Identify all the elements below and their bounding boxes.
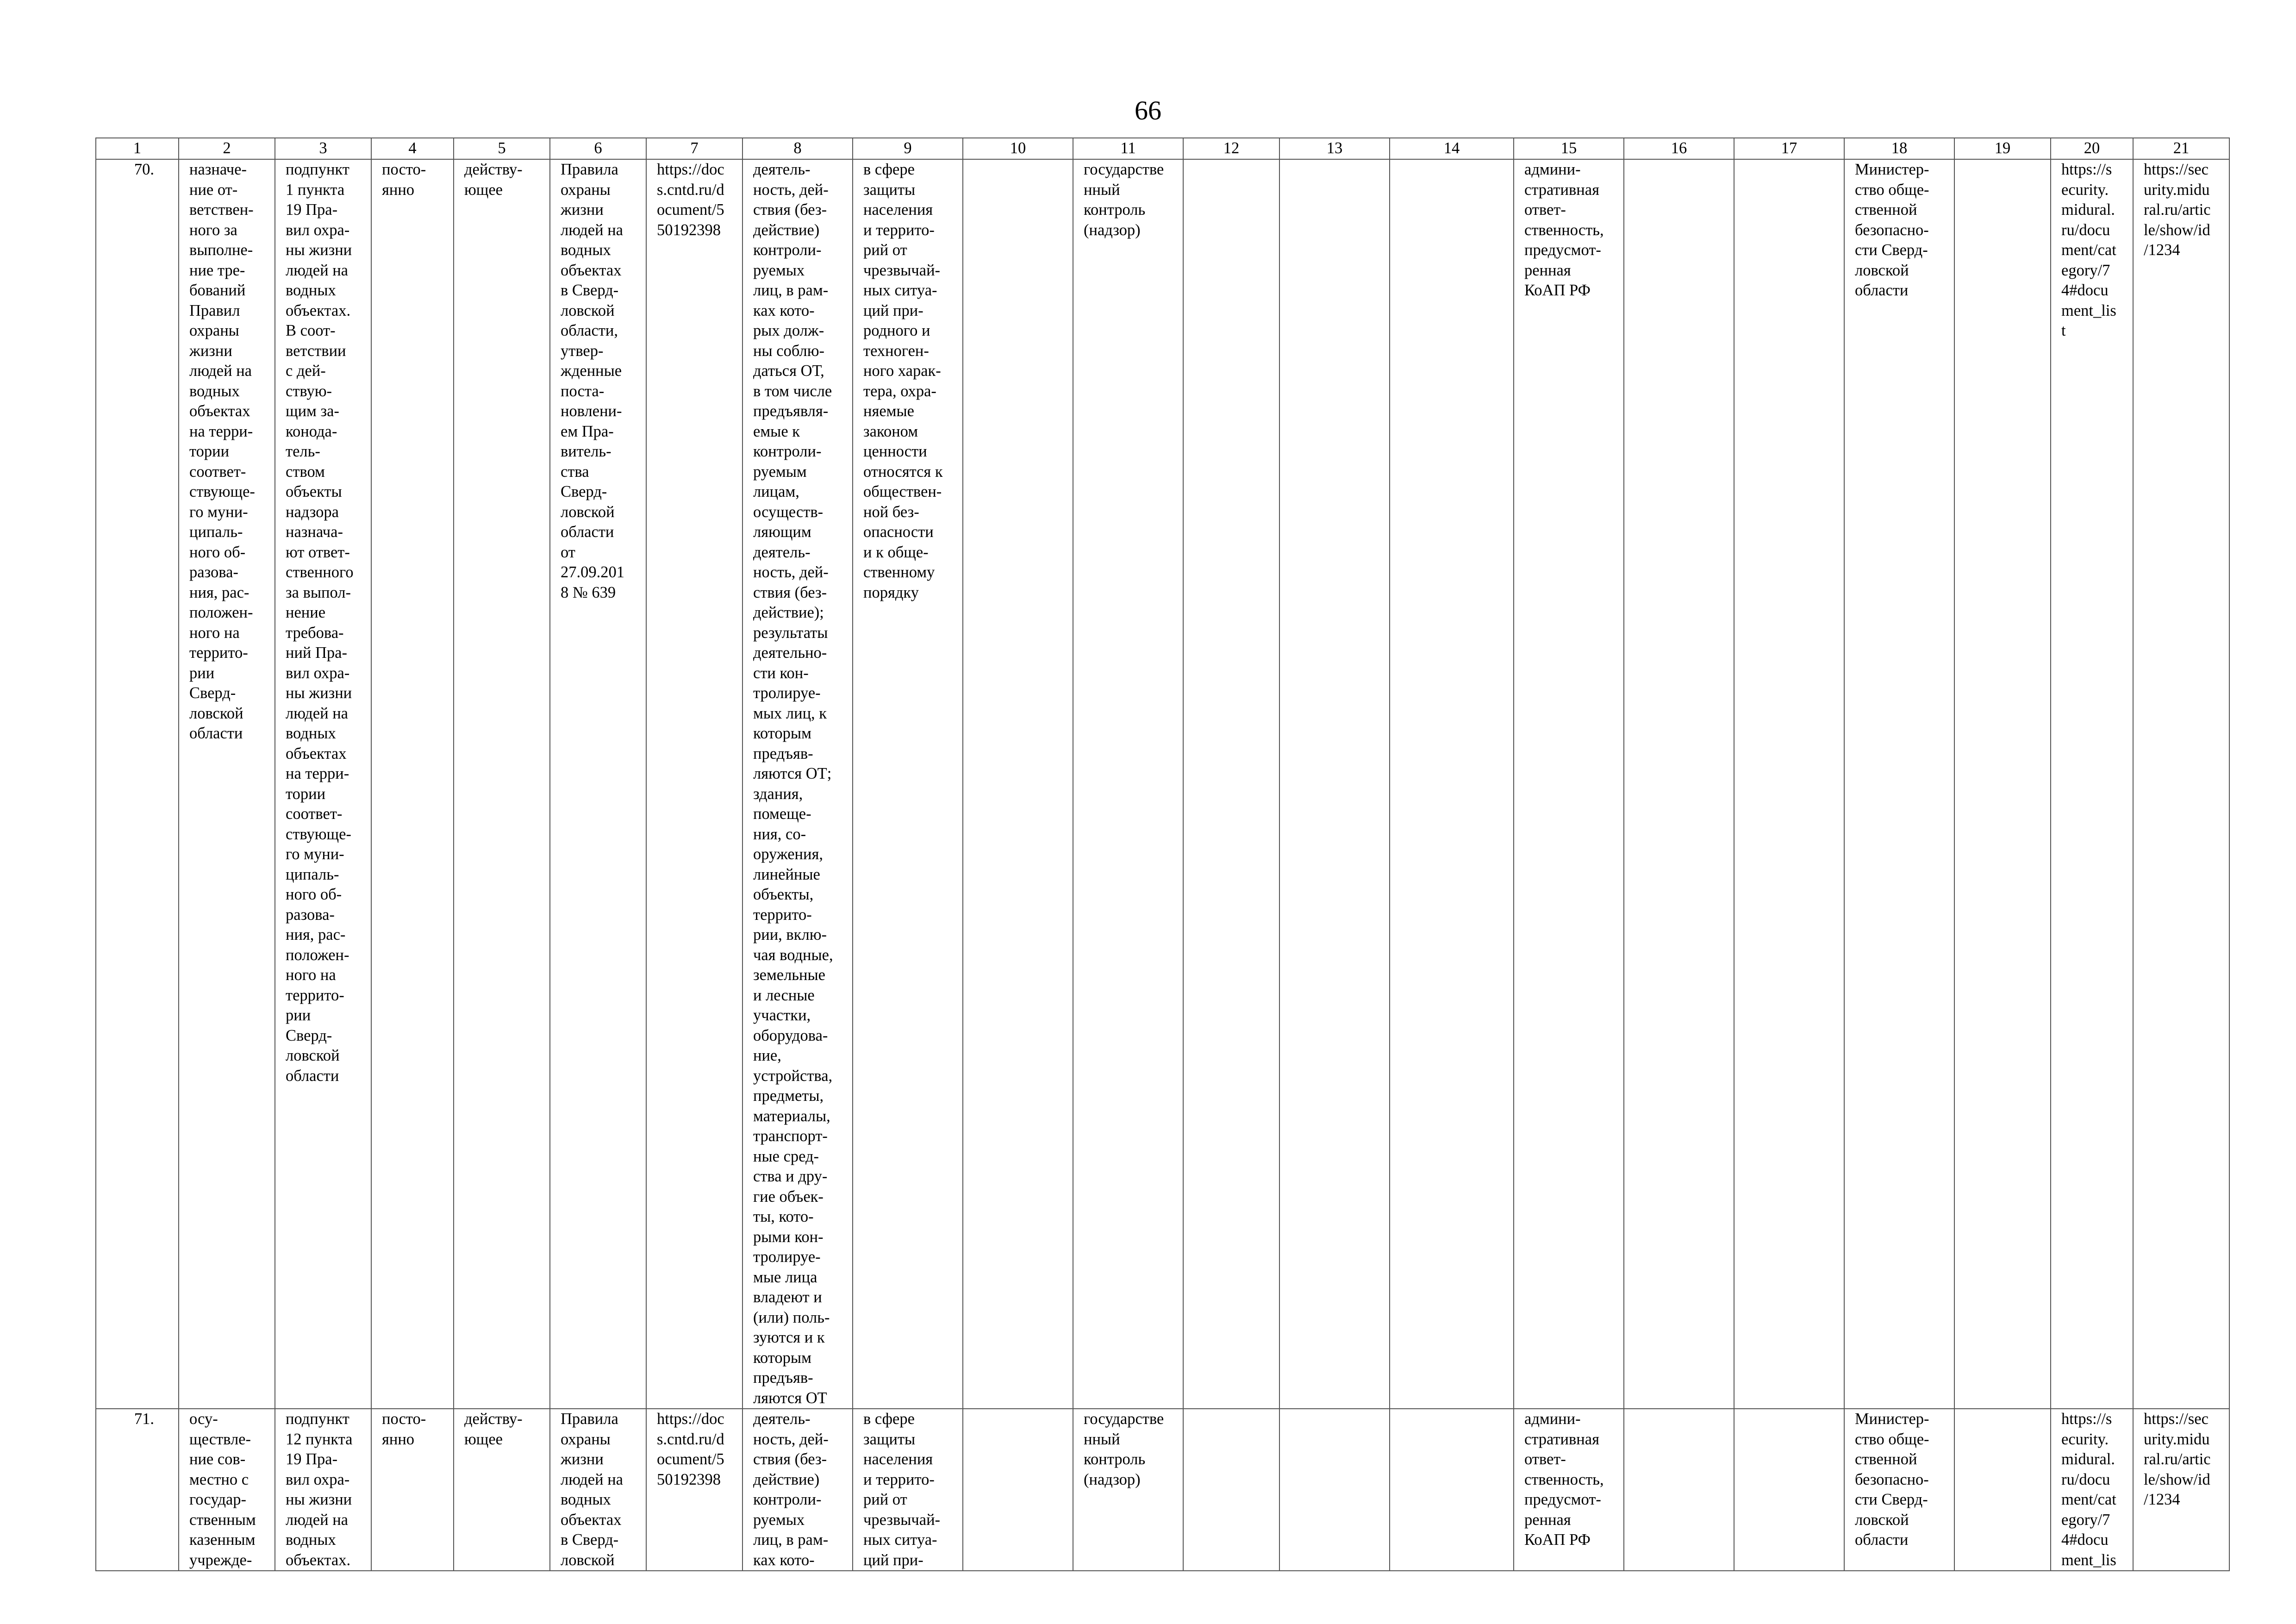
row-number-cell: 71. (96, 1409, 179, 1571)
column-number-row (96, 138, 2229, 159)
column-number-cell: 21 (2133, 138, 2229, 159)
table-cell (1954, 1409, 2051, 1571)
table-cell: деятель- ность, дей- ствия (без- действие) контроли- руемых лиц, в рам- ках кото- рых долж- ны соблю- даться ОТ, в том числе предъявля- емые к контроли- руемым лицам, осуществ- ляющим деятель- ность, дей- ствия (без- действие); результаты деятельно- сти кон- тролируе- мых лиц, к которым предъяв- ляются ОТ; здания, помеще- ния, со- оружения, линейные объекты, террито- рии, вклю- чая водные, земельные и лесные участки, оборудова- ние, устройства, предметы, материалы, транспорт- ные сред- ства и дру- гие объек- ты, кото- рыми кон- тролируе- мые лица владеют и (или) поль- зуются и к которым предъяв- ляются ОТ (742, 159, 853, 1409)
table-cell: государстве нный контроль (надзор) (1073, 1409, 1183, 1571)
column-number-cell: 5 (454, 138, 550, 159)
table-cell: админи- стративная ответ- ственность, предусмот- ренная КоАП РФ (1514, 1409, 1624, 1571)
table-cell: деятель- ность, дей- ствия (без- действие) контроли- руемых лиц, в рам- ках кото- (742, 1409, 853, 1571)
column-number-cell: 12 (1183, 138, 1279, 159)
table-cell: https://doc s.cntd.ru/d ocument/5 50192398 (646, 159, 742, 1409)
table-cell: https://sec urity.midu ral.ru/artic le/show/id /1234 (2133, 1409, 2229, 1571)
table-cell: действу- ющее (454, 159, 550, 1409)
table-cell: подпункт 1 пункта 19 Пра- вил охра- ны жизни людей на водных объектах. В соот- ветствии с дей- ствую- щим за- конода- тель- ством объекты надзора назнача- ют ответ- ственного за выпол- нение требова- ний Пра- вил охра- ны жизни людей на водных объектах на терри- тории соответ- ствующе- го муни- ципаль- ного об- разова- ния, рас- положен- ного на террито- рии Сверд- ловской области (275, 159, 371, 1409)
table-row (96, 159, 2229, 1409)
table-cell (1279, 159, 1390, 1409)
table-cell: Правила охраны жизни людей на водных объектах в Сверд- ловской области, утвер- жденные поста- новлени- ем Пра- витель- ства Сверд- ловской области от 27.09.201 8 № 639 (550, 159, 646, 1409)
table-cell (1624, 1409, 1734, 1571)
table-cell (1390, 159, 1514, 1409)
column-number-cell: 4 (371, 138, 454, 159)
table-cell: https://s ecurity. midural. ru/docu ment/cat egory/7 4#docu ment_lis (2051, 1409, 2133, 1571)
table-cell (1183, 1409, 1279, 1571)
column-number-cell: 15 (1514, 138, 1624, 159)
column-number-cell: 3 (275, 138, 371, 159)
table-cell: посто- янно (371, 1409, 454, 1571)
requirements-table (95, 137, 2230, 1571)
column-number-cell: 6 (550, 138, 646, 159)
page-number: 66 (1135, 95, 1161, 125)
column-number-cell: 16 (1624, 138, 1734, 159)
column-number-cell: 8 (742, 138, 853, 159)
table-cell: посто- янно (371, 159, 454, 1409)
column-number-cell: 11 (1073, 138, 1183, 159)
column-number-cell: 13 (1279, 138, 1390, 159)
table-cell: Министер- ство обще- ственной безопасно- сти Сверд- ловской области (1844, 159, 1954, 1409)
table-cell: Правила охраны жизни людей на водных объектах в Сверд- ловской (550, 1409, 646, 1571)
column-number-cell: 19 (1954, 138, 2051, 159)
table-cell (1183, 159, 1279, 1409)
column-number-cell: 10 (963, 138, 1073, 159)
table-cell: админи- стративная ответ- ственность, предусмот- ренная КоАП РФ (1514, 159, 1624, 1409)
column-number-cell: 18 (1844, 138, 1954, 159)
table-cell (1734, 1409, 1844, 1571)
table-cell (1734, 159, 1844, 1409)
table-cell: https://doc s.cntd.ru/d ocument/5 50192398 (646, 1409, 742, 1571)
table-cell: Министер- ство обще- ственной безопасно- сти Сверд- ловской области (1844, 1409, 1954, 1571)
table-cell: осу- ществле- ние сов- местно с государ- ственным казенным учрежде- (179, 1409, 275, 1571)
column-number-cell: 2 (179, 138, 275, 159)
table-cell (1390, 1409, 1514, 1571)
column-number-cell: 9 (853, 138, 963, 159)
row-number-cell: 70. (96, 159, 179, 1409)
table-cell (1624, 159, 1734, 1409)
table-cell: подпункт 12 пункта 19 Пра- вил охра- ны жизни людей на водных объектах. (275, 1409, 371, 1571)
table-cell (1279, 1409, 1390, 1571)
column-number-cell: 7 (646, 138, 742, 159)
table-cell: действу- ющее (454, 1409, 550, 1571)
table-cell: государстве нный контроль (надзор) (1073, 159, 1183, 1409)
table-cell: в сфере защиты населения и террито- рий от чрезвычай- ных ситуа- ций при- (853, 1409, 963, 1571)
table-cell (963, 159, 1073, 1409)
column-number-cell: 14 (1390, 138, 1514, 159)
table-cell: https://sec urity.midu ral.ru/artic le/show/id /1234 (2133, 159, 2229, 1409)
table-cell (963, 1409, 1073, 1571)
table-cell: в сфере защиты населения и террито- рий от чрезвычай- ных ситуа- ций при- родного и техноген- ного харак- тера, охра- няемые законом ценности относятся к обществен- ной без- опасности и к обще- ственному порядку (853, 159, 963, 1409)
column-number-cell: 17 (1734, 138, 1844, 159)
table-cell: https://s ecurity. midural. ru/docu ment/cat egory/7 4#docu ment_lis t (2051, 159, 2133, 1409)
table-cell: назначе- ние от- ветствен- ного за выполне- ние тре- бований Правил охраны жизни людей на водных объектах на терри- тории соответ- ствующе- го муни- ципаль- ного об- разова- ния, рас- положен- ного на террито- рии Сверд- ловской области (179, 159, 275, 1409)
column-number-cell: 1 (96, 138, 179, 159)
table-cell (1954, 159, 2051, 1409)
table-row (96, 1409, 2229, 1571)
column-number-cell: 20 (2051, 138, 2133, 159)
